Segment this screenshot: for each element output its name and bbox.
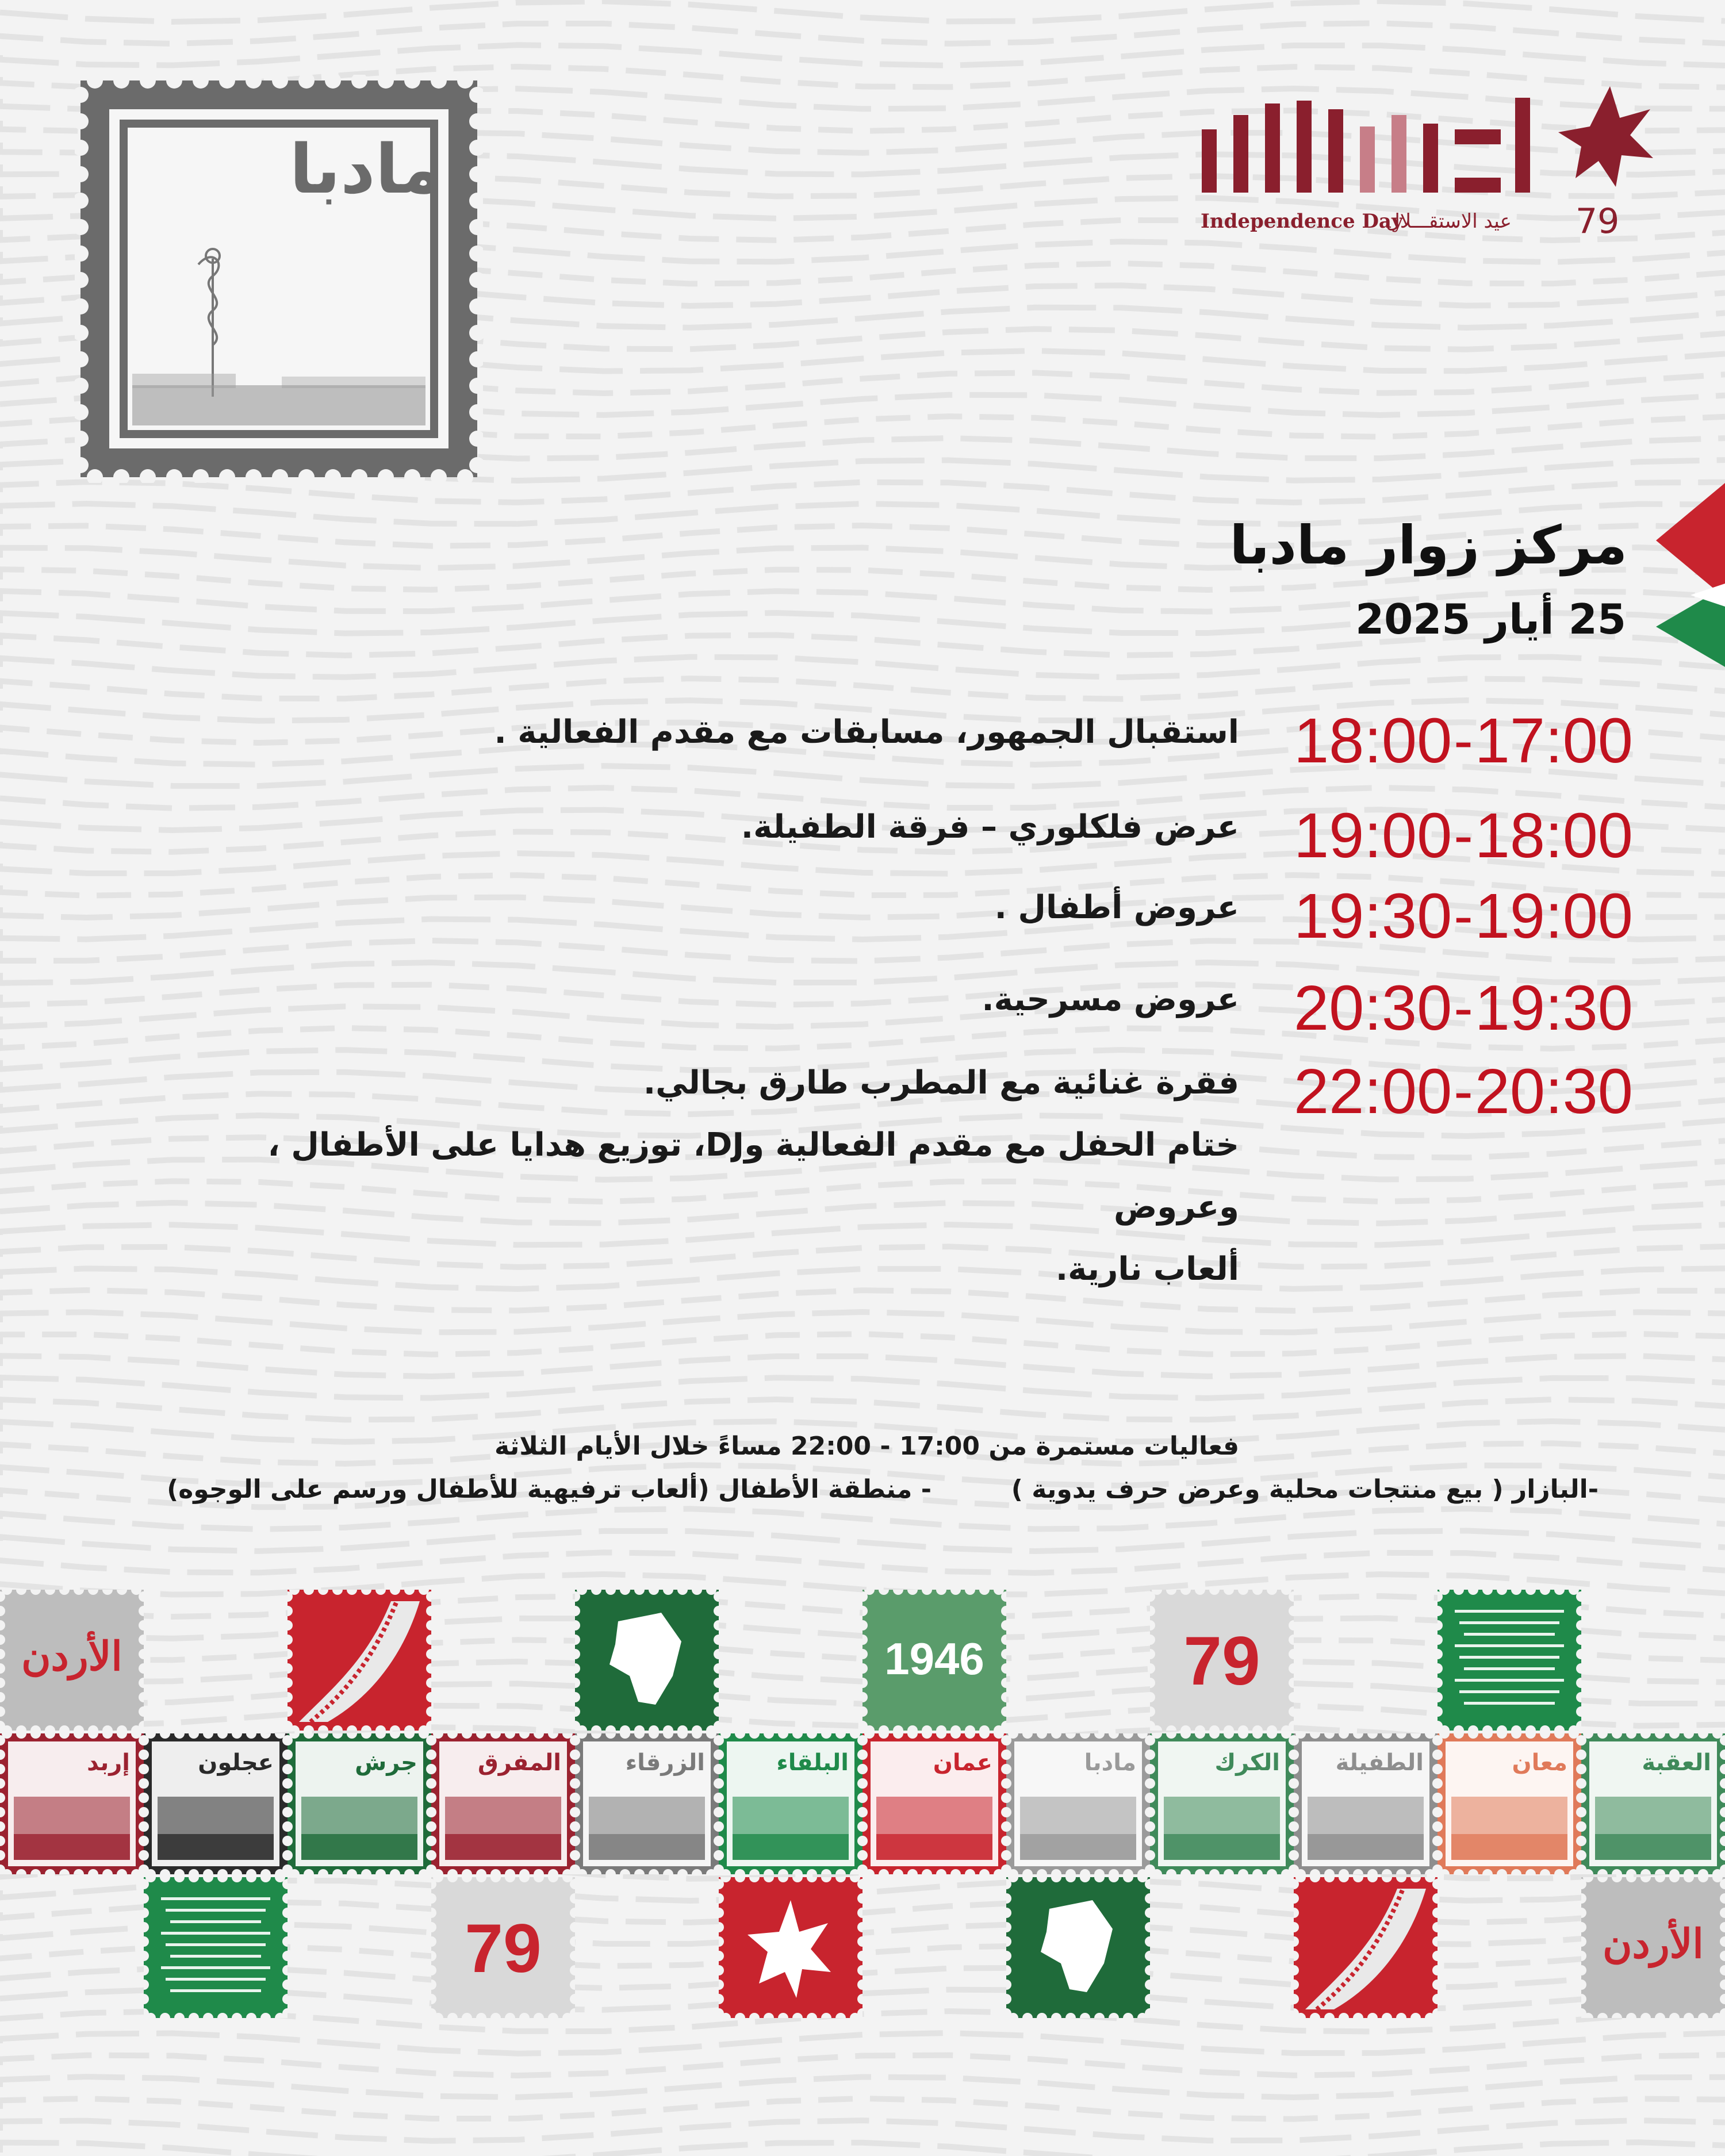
schedule-time [1294,972,1633,1045]
star-stamp [719,1877,862,2018]
shemagh-stamp [288,1590,431,1731]
poem-stamp [1438,1590,1581,1731]
time-dash: - [1454,1059,1473,1123]
schedule-description [158,969,1239,1031]
kids-zone-note: - منطقة الأطفال (ألعاب ترفيهية للأطفال ورسم على الوجوه) [167,1475,931,1504]
stamp-text: الأردن [1603,1921,1704,1966]
time-dash: - [1454,884,1473,948]
city-stamp [0,1733,144,1874]
schedule-time [1294,880,1633,953]
stamp-title: مادبا [289,129,443,209]
end-time: 18:00 [1294,705,1452,776]
city-label: الكرك [1214,1750,1280,1776]
description-line: ختام الحفل مع مقدم الفعالية وDJ، توزيع هدايا على الأطفال ، وعروض [267,1126,1239,1226]
city-stamp [1294,1733,1438,1874]
schedule-time [1294,1055,1633,1128]
end-time: 19:00 [1294,800,1452,871]
description-line: فقرة غنائية مع المطرب طارق بجالي. [643,1064,1239,1102]
flag-corner-decoration [1656,483,1725,667]
text-stamp [0,1590,144,1731]
start-time: 18:00 [1474,800,1633,871]
description-line: ألعاب نارية. [1055,1250,1239,1288]
city-stamp [1006,1733,1150,1874]
start-time: 17:00 [1474,705,1633,776]
city-label: المفرق [478,1750,561,1776]
start-time: 20:30 [1474,1056,1633,1127]
event-date: 25 أيار 2025 [1355,595,1626,643]
schedule-description [158,701,1239,764]
city-label: الزرقاء [625,1750,705,1776]
logo-number: 79 [1575,201,1620,241]
start-time: 19:00 [1474,881,1633,952]
shemagh-stamp [1294,1877,1438,2018]
city-stamp [1150,1733,1294,1874]
time-dash: - [1454,803,1473,868]
city-stamp [1581,1733,1725,1874]
venue-title: مركز زوار مادبا [1229,515,1627,576]
city-stamp [431,1733,575,1874]
description-line: استقبال الجمهور، مسابقات مع مقدم الفعالية . [494,713,1239,751]
city-stamp [719,1733,862,1874]
end-time: 22:00 [1294,1056,1452,1127]
description-line: عروض مسرحية. [982,981,1239,1018]
description-line: عرض فلكلوري – فرقة الطفيلة. [741,808,1239,846]
text-stamp [431,1877,575,2018]
stamp-text: 1946 [884,1633,984,1684]
city-label: عمان [933,1750,992,1776]
schedule-description [158,877,1239,939]
city-label: مادبا [1084,1750,1136,1776]
city-label: عجلون [198,1750,274,1776]
map-stamp [575,1590,719,1731]
schedule-time [1294,799,1633,872]
logo-arabic-text: عيد الاستقـــلال [1386,210,1512,233]
map-stamp [1006,1877,1150,2018]
time-dash: - [1454,708,1473,773]
time-dash: - [1454,976,1473,1040]
city-stamp [575,1733,719,1874]
text-stamp [862,1590,1006,1731]
city-stamp [144,1733,288,1874]
text-stamp [1581,1877,1725,2018]
schedule-time [1294,704,1633,777]
city-stamp [862,1733,1006,1874]
end-time: 19:30 [1294,881,1452,952]
stamp-text: الأردن [21,1634,122,1679]
start-time: 19:30 [1474,973,1633,1044]
schedule-description [158,796,1239,858]
text-stamp [1150,1590,1294,1731]
end-time: 20:30 [1294,973,1452,1044]
poem-stamp [144,1877,288,2018]
schedule-description [158,1052,1239,1300]
stamp-text: 79 [1183,1622,1260,1700]
city-label: جرش [355,1750,417,1776]
stamp-text: 79 [465,1910,542,1987]
city-label: العقبة [1642,1750,1711,1776]
city-label: الطفيلة [1335,1750,1424,1776]
city-label: البلقاء [776,1750,849,1776]
continuous-note: فعاليات مستمرة من 17:00 - 22:00 مساءً خلال الأيام الثلاثة [494,1432,1239,1461]
city-label: معان [1512,1750,1567,1776]
city-stamp [288,1733,431,1874]
logo-english-text: Independence Day [1201,210,1403,233]
city-label: إربد [87,1750,130,1776]
city-stamp [1438,1733,1581,1874]
bazaar-note: -البازار ( بيع منتجات محلية وعرض حرف يدوية ) [1011,1475,1598,1504]
description-line: عروض أطفال . [994,889,1239,926]
